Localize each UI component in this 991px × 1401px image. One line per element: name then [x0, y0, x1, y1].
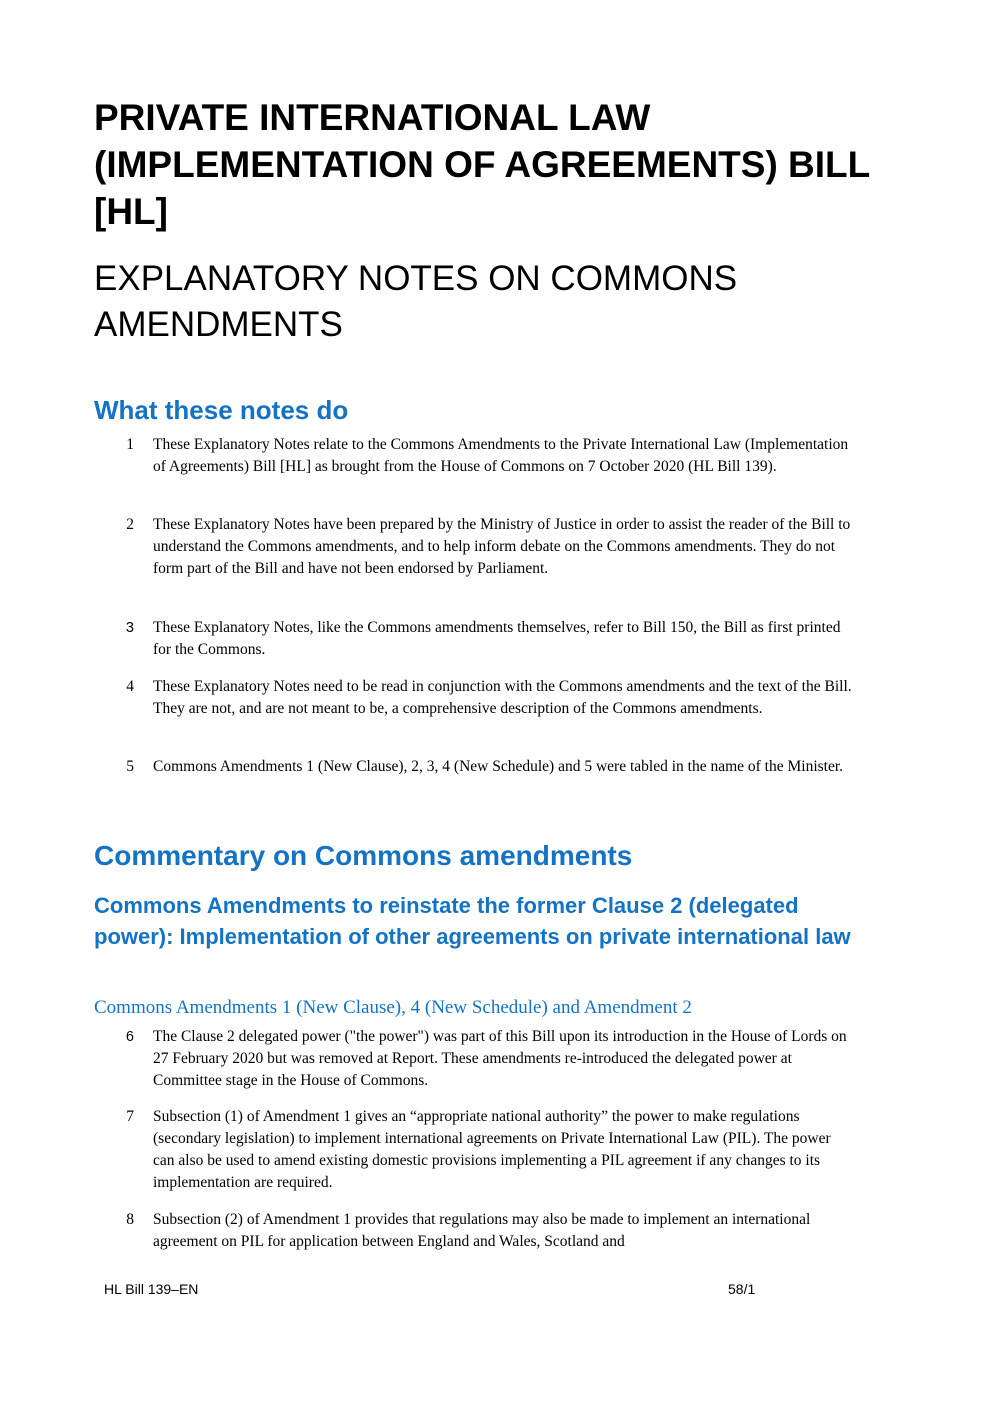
paragraph-text: Subsection (2) of Amendment 1 provides that regulations may also be made to implement an international agreement on PIL for application between England and Wales, Scotland and: [153, 1211, 811, 1250]
paragraph-number: 2: [126, 516, 134, 533]
paragraph-text: These Explanatory Notes relate to the Commons Amendments to the Private International Law (Implementation of Agreements) Bill [HL] as brought from the House of Commons on 7 October 2020 (HL Bill 139).: [153, 436, 849, 475]
paragraph-number: 3: [125, 620, 134, 636]
paragraph-number: 1: [126, 436, 134, 453]
paragraph-text: These Explanatory Notes need to be read in conjunction with the Commons amendments and the text of the Bill. They are not, and are not meant to be, a comprehensive description of the Commons amendments.: [153, 678, 852, 717]
footer-bill-reference: HL Bill 139–EN: [104, 1281, 199, 1297]
subsubsection-heading: Commons Amendments 1 (New Clause), 4 (New Schedule) and Amendment 2: [94, 997, 692, 1018]
paragraph-text: Subsection (1) of Amendment 1 gives an “appropriate national authority” the power to make regulations (secondary legislation) to implement international agreements on Private International Law (PIL). The power can also be used to amend existing domestic provisions implementing a PIL agreement if any changes to its implementation are required.: [153, 1108, 831, 1191]
paragraph-number: 4: [126, 678, 134, 695]
paragraph-text: These Explanatory Notes have been prepared by the Ministry of Justice in order to assist the reader of the Bill to understand the Commons amendments, and to help inform debate on the Commons amendments. They do not form part of the Bill and have not been endorsed by Parliament.: [153, 516, 851, 577]
paragraph-number: 6: [125, 1029, 134, 1045]
section-heading-commentary: Commentary on Commons amendments: [94, 840, 633, 871]
subsection-heading: Commons Amendments to reinstate the former Clause 2 (delegated power): Implementation of other agreements on private international law: [94, 893, 851, 949]
paragraph-text: The Clause 2 delegated power ("the power") was part of this Bill upon its introduction in the House of Lords on 27 February 2020 but was removed at Report. These amendments re-introduced the delegated power at Committee stage in the House of Commons.: [153, 1028, 847, 1089]
document-title: PRIVATE INTERNATIONAL LAW (IMPLEMENTATION OF AGREEMENTS) BILL [HL]: [94, 97, 870, 232]
paragraph-number: 8: [126, 1211, 134, 1228]
document-subtitle: EXPLANATORY NOTES ON COMMONS AMENDMENTS: [94, 259, 738, 344]
paragraph-number: 5: [126, 758, 134, 775]
paragraph-number: 7: [126, 1108, 134, 1125]
footer-page-reference: 58/1: [728, 1281, 756, 1297]
paragraph-text: Commons Amendments 1 (New Clause), 2, 3, 4 (New Schedule) and 5 were tabled in the name of the Minister.: [153, 758, 844, 775]
section-heading-what-these-notes-do: What these notes do: [94, 395, 349, 425]
paragraph-text: These Explanatory Notes, like the Commons amendments themselves, refer to Bill 150, the Bill as first printed for the Commons.: [153, 619, 841, 658]
